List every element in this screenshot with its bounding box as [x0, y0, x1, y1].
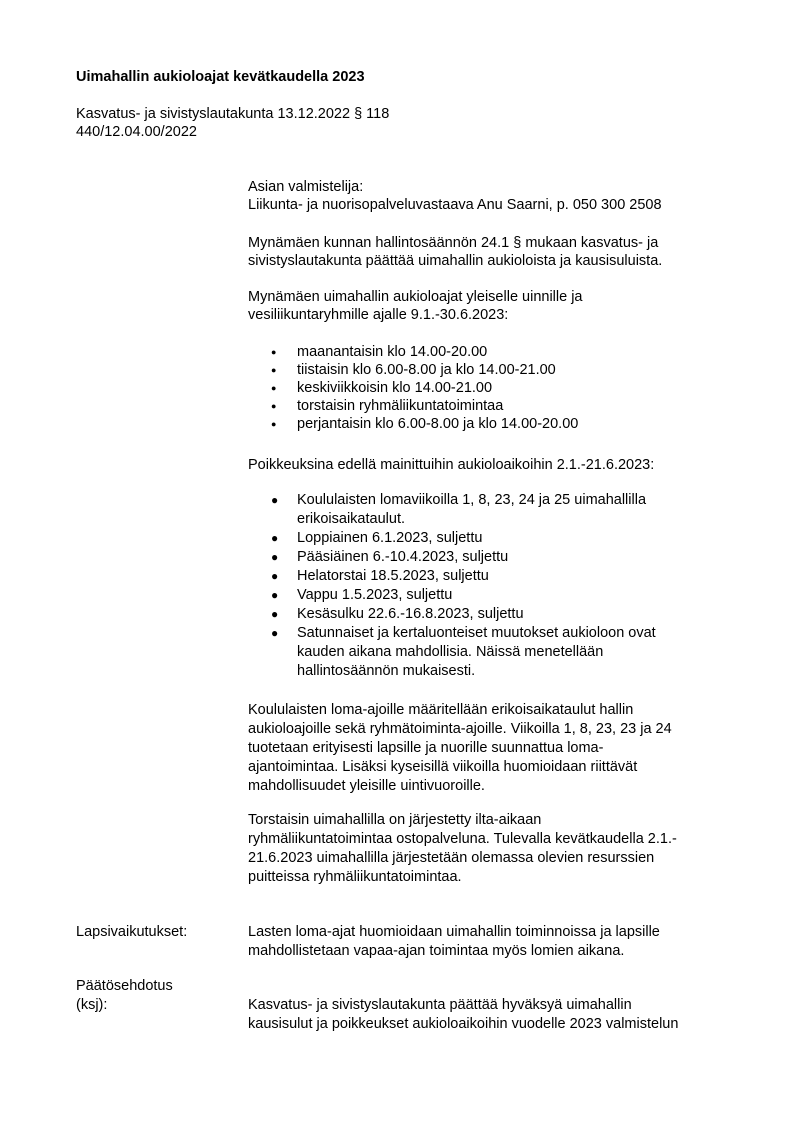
list-item — [248, 415, 578, 433]
list-item — [248, 548, 656, 567]
list-item — [248, 397, 578, 415]
child-impact-text — [248, 923, 660, 961]
list-item — [248, 605, 656, 624]
preparer — [248, 178, 662, 214]
bullet-icon: ● — [271, 607, 279, 621]
list-item-text: tiistaisin klo 6.00-8.00 ja klo 14.00-21.00 — [297, 362, 556, 378]
text-line: (ksj): — [76, 997, 108, 1013]
paragraph-thursday — [248, 811, 677, 887]
list-item — [248, 379, 578, 397]
list-item — [248, 586, 656, 605]
bullet-icon: ● — [271, 550, 279, 564]
list-item-text: Vappu 1.5.2023, suljettu — [297, 587, 453, 603]
list-item-text: Koululaisten lomaviikoilla 1, 8, 23, 24 ja 25 uimahallilla — [297, 492, 647, 508]
bullet-icon: ● — [271, 365, 277, 375]
bullet-icon: ● — [271, 588, 279, 602]
paragraph-authority — [248, 234, 662, 270]
bullet-icon: ● — [271, 419, 277, 429]
text-line: ajantoimintaa. Lisäksi kyseisillä viikoilla huomioidaan riittävät — [248, 759, 638, 775]
bullet-icon: ● — [271, 626, 279, 640]
text-line: ryhmäliikuntatoimintaa ostopalveluna. Tulevalla kevätkaudella 2.1.- — [248, 831, 677, 847]
list-item-text: keskiviikkoisin klo 14.00-21.00 — [297, 380, 493, 396]
list-item-text: kauden aikana mahdollisia. Näissä menetellään — [297, 644, 604, 660]
list-item-text: Kesäsulku 22.6.-16.8.2023, suljettu — [297, 606, 524, 622]
record-number: 440/12.04.00/2022 — [76, 124, 197, 140]
bullet-icon: ● — [271, 383, 277, 393]
proposal-label — [76, 977, 173, 1015]
meeting-line: Kasvatus- ja sivistyslautakunta 13.12.2022 § 118 — [76, 106, 390, 122]
child-impact-label: Lapsivaikutukset: — [76, 924, 188, 940]
list-item — [248, 529, 656, 548]
exceptions-list — [248, 491, 656, 681]
meeting-info — [76, 105, 389, 141]
text-line: 21.6.2023 uimahallilla järjestetään olemassa olevien resurssien — [248, 850, 655, 866]
list-item — [248, 491, 656, 529]
text-line: mahdollistetaan vapaa-ajan toimintaa myös lomien aikana. — [248, 943, 625, 959]
text-line: Kasvatus- ja sivistyslautakunta päättää hyväksyä uimahallin — [248, 997, 632, 1013]
list-item-text: Satunnaiset ja kertaluonteiset muutokset aukioloon ovat — [297, 625, 656, 641]
text-line: Päätösehdotus — [76, 978, 173, 994]
text-line: tuotetaan erityisesti lapsille ja nuorille suunnattua loma- — [248, 740, 604, 756]
list-item-text: perjantaisin klo 6.00-8.00 ja klo 14.00-20.00 — [297, 416, 579, 432]
preparer-label: Asian valmistelija: — [248, 179, 364, 195]
list-item — [248, 624, 656, 681]
text-line: mahdollisuudet yleisille uintivuoroille. — [248, 778, 485, 794]
list-item — [248, 361, 578, 379]
text-line: vesiliikuntaryhmille ajalle 9.1.-30.6.2023: — [248, 307, 509, 323]
text-line: Mynämäen kunnan hallintosäännön 24.1 § mukaan kasvatus- ja — [248, 235, 659, 251]
text-line: kausisulut ja poikkeukset aukioloaikoihin vuodelle 2023 valmistelun — [248, 1016, 679, 1032]
list-item — [248, 567, 656, 586]
preparer-name: Liikunta- ja nuorisopalveluvastaava Anu Saarni, p. 050 300 2508 — [248, 197, 662, 213]
list-item-text: maanantaisin klo 14.00-20.00 — [297, 344, 488, 360]
paragraph-school-holidays — [248, 701, 672, 796]
paragraph-hours-intro — [248, 288, 583, 324]
text-line: Lasten loma-ajat huomioidaan uimahallin toiminnoissa ja lapsille — [248, 924, 660, 940]
bullet-icon: ● — [271, 493, 279, 507]
bullet-icon: ● — [271, 569, 279, 583]
list-item — [248, 343, 578, 361]
opening-hours-list — [248, 343, 578, 433]
text-line: Torstaisin uimahallilla on järjestetty ilta-aikaan — [248, 812, 542, 828]
bullet-icon: ● — [271, 531, 279, 545]
list-item-text: Loppiainen 6.1.2023, suljettu — [297, 530, 483, 546]
text-line: puitteissa ryhmäliikuntatoimintaa. — [248, 869, 462, 885]
text-line: Koululaisten loma-ajoille määritellään erikoisaikataulut hallin — [248, 702, 634, 718]
list-item-text: torstaisin ryhmäliikuntatoimintaa — [297, 398, 504, 414]
proposal-text — [248, 996, 678, 1034]
exceptions-intro: Poikkeuksina edellä mainittuihin aukioloaikoihin 2.1.-21.6.2023: — [248, 457, 655, 473]
text-line: Mynämäen uimahallin aukioloajat yleiselle uinnille ja — [248, 289, 583, 305]
list-item-text: erikoisaikataulut. — [297, 511, 405, 527]
bullet-icon: ● — [271, 347, 277, 357]
list-item-text: Pääsiäinen 6.-10.4.2023, suljettu — [297, 549, 509, 565]
list-item-text: hallintosäännön mukaisesti. — [297, 663, 476, 679]
text-line: aukioloajoille sekä ryhmätoiminta-ajoille. Viikoilla 1, 8, 23, 23 ja 24 — [248, 721, 672, 737]
bullet-icon: ● — [271, 401, 277, 411]
text-line: sivistyslautakunta päättää uimahallin aukioloista ja kausisuluista. — [248, 253, 663, 269]
list-item-text: Helatorstai 18.5.2023, suljettu — [297, 568, 489, 584]
document-title: Uimahallin aukioloajat kevätkaudella 2023 — [76, 69, 365, 85]
